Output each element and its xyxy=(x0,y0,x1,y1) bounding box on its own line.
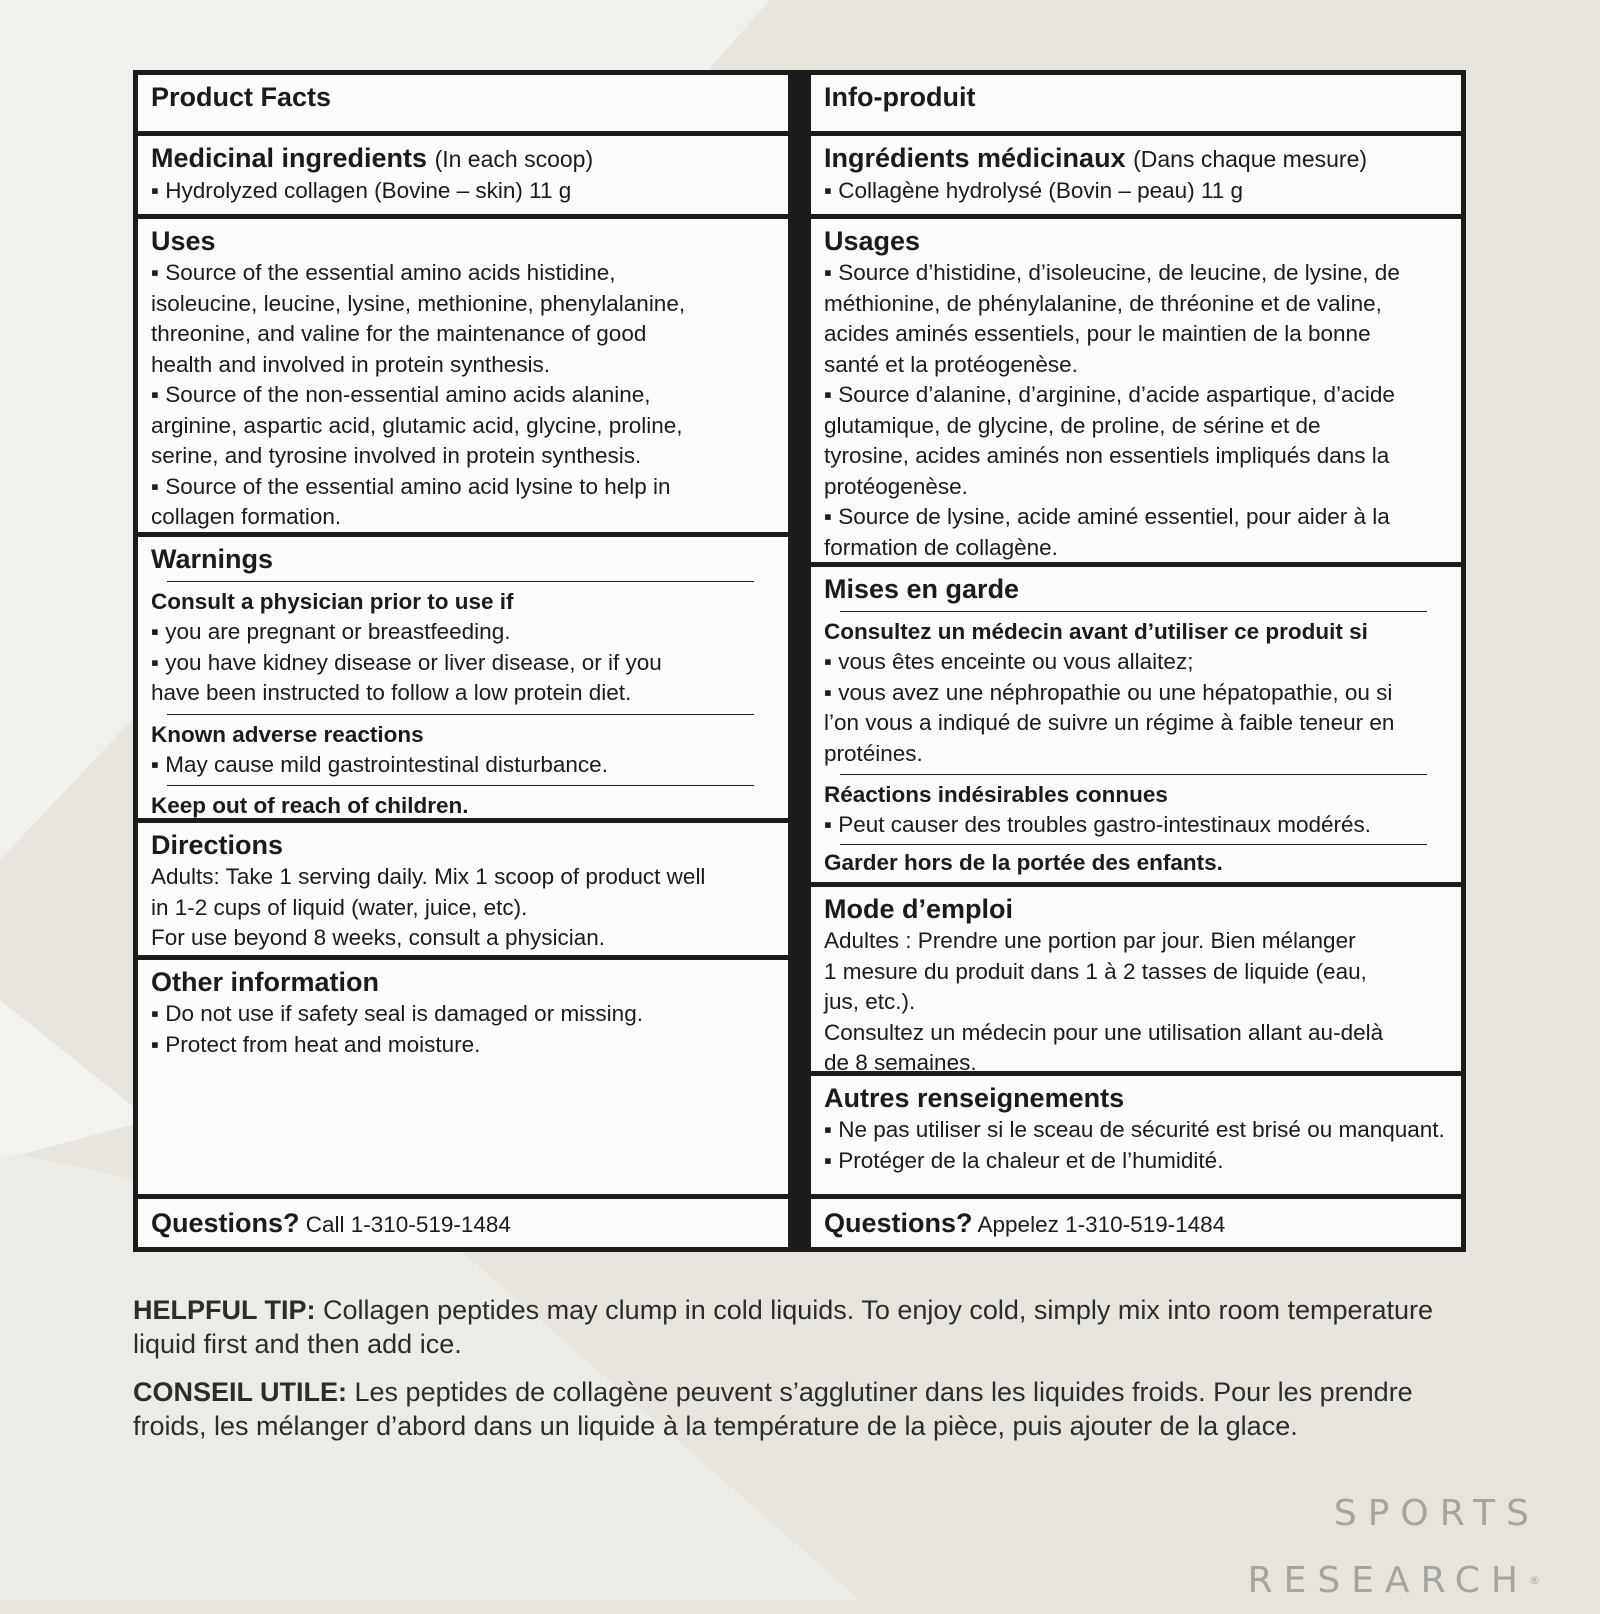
questions-section xyxy=(138,1199,788,1247)
uses-line: protéogenèse. xyxy=(824,473,968,499)
logo-line-1: SPORTS xyxy=(1333,1493,1540,1534)
title-section xyxy=(138,75,788,131)
directions-line: Adultes : Prendre une portion par jour. Bien mélanger xyxy=(824,928,1356,953)
consult-line: protéines. xyxy=(824,740,923,766)
other-line: ▪ Protect from heat and moisture. xyxy=(151,1031,481,1057)
uses-line: arginine, aspartic acid, glutamic acid, glycine, proline, xyxy=(151,412,683,438)
tips-block xyxy=(133,1293,1463,1457)
medicinal-item: ▪ Collagène hydrolysé (Bovin – peau) 11 g xyxy=(824,178,1244,203)
uses-line: ▪ Source de lysine, acide aminé essentiel, pour aider à la xyxy=(824,504,1390,529)
uses-line: glutamique, de glycine, de proline, de sérine et de xyxy=(824,412,1321,438)
adverse-line: ▪ Peut causer des troubles gastro-intestinaux modérés. xyxy=(824,812,1372,837)
consult-line: have been instructed to follow a low protein diet. xyxy=(151,680,632,705)
uses-line: threonine, and valine for the maintenance of good xyxy=(151,321,647,346)
product-facts-panel xyxy=(133,70,1466,1252)
directions-line: in 1-2 cups of liquid (water, juice, etc). xyxy=(151,894,528,920)
warnings-section xyxy=(138,537,788,818)
medicinal-item: ▪ Hydrolyzed collagen (Bovine – skin) 11 g xyxy=(151,178,572,203)
directions-heading: Directions xyxy=(151,830,284,860)
helpful-tip-label: HELPFUL TIP: xyxy=(133,1295,316,1325)
directions-line: Adults: Take 1 serving daily. Mix 1 scoop of product well xyxy=(151,864,706,889)
french-column xyxy=(811,75,1461,1247)
adverse-heading: Known adverse reactions xyxy=(151,721,424,747)
divider xyxy=(840,774,1427,775)
helpful-tip-text: Collagen peptides may clump in cold liquids. To enjoy cold, simply mix into room temperature liquid first and then add ice. xyxy=(133,1295,1434,1359)
uses-line: tyrosine, acides aminés non essentiels impliqués dans la xyxy=(824,443,1390,468)
directions-heading: Mode d’emploi xyxy=(824,894,1013,924)
questions-label: Questions? xyxy=(151,1208,300,1238)
helpful-tip xyxy=(133,1293,1463,1361)
logo-line-2: RESEARCH xyxy=(1247,1560,1529,1601)
other-line: ▪ Protéger de la chaleur et de l’humidité. xyxy=(824,1147,1224,1173)
divider xyxy=(840,844,1427,845)
keep-out-notice: Garder hors de la portée des enfants. xyxy=(824,849,1223,875)
warnings-section xyxy=(811,567,1461,882)
uses-section xyxy=(811,219,1461,562)
title-section xyxy=(811,75,1461,131)
directions-section xyxy=(138,823,788,955)
brand-logo xyxy=(1248,1480,1540,1614)
page-title-fr: Info-produit xyxy=(824,82,976,112)
uses-line: ▪ Source of the non-essential amino acids alanine, xyxy=(151,382,651,407)
questions-phone: Call 1-310-519-1484 xyxy=(299,1212,511,1237)
divider xyxy=(167,785,754,786)
uses-section xyxy=(138,219,788,532)
conseil-utile-text: Les peptides de collagène peuvent s’agglutiner dans les liquides froids. Pour les prendre froids, les mélanger d’abord dans un liquide à la température de la pièce, puis ajouter de la glace. xyxy=(133,1377,1413,1441)
questions-label: Questions? xyxy=(824,1208,973,1238)
uses-line: ▪ Source d’alanine, d’arginine, d’acide aspartique, d’acide xyxy=(824,382,1395,407)
other-line: ▪ Ne pas utiliser si le sceau de sécurité est brisé ou manquant. xyxy=(824,1117,1445,1142)
uses-line: health and involved in protein synthesis. xyxy=(151,351,551,377)
consult-heading: Consult a physician prior to use if xyxy=(151,589,514,614)
adverse-line: ▪ May cause mild gastrointestinal disturbance. xyxy=(151,751,608,777)
directions-line: jus, etc.). xyxy=(824,989,916,1014)
uses-line: formation de collagène. xyxy=(824,534,1058,560)
directions-line: de 8 semaines. xyxy=(824,1050,977,1071)
uses-line: collagen formation. xyxy=(151,504,342,529)
medicinal-heading: Ingrédients médicinaux xyxy=(824,143,1126,173)
uses-line: isoleucine, leucine, lysine, methionine, phenylalanine, xyxy=(151,290,686,316)
consult-line: ▪ vous êtes enceinte ou vous allaitez; xyxy=(824,649,1194,674)
directions-line: 1 mesure du produit dans 1 à 2 tasses de liquide (eau, xyxy=(824,958,1367,984)
uses-line: serine, and tyrosine involved in protein synthesis. xyxy=(151,443,642,468)
questions-phone: Appelez 1-310-519-1484 xyxy=(972,1212,1226,1237)
consult-line: ▪ you are pregnant or breastfeeding. xyxy=(151,619,511,644)
medicinal-section xyxy=(811,136,1461,214)
uses-heading: Uses xyxy=(151,226,216,256)
directions-section xyxy=(811,887,1461,1071)
uses-line: santé et la protéogenèse. xyxy=(824,351,1078,377)
consult-line: ▪ you have kidney disease or liver disease, or if you xyxy=(151,649,662,675)
questions-section xyxy=(811,1199,1461,1247)
other-info-section xyxy=(811,1076,1461,1194)
consult-line: l’on vous a indiqué de suivre un régime à faible teneur en xyxy=(824,710,1395,735)
english-column xyxy=(138,75,788,1247)
medicinal-section xyxy=(138,136,788,214)
uses-line: ▪ Source of the essential amino acids histidine, xyxy=(151,260,616,285)
keep-out-notice: Keep out of reach of children. xyxy=(151,793,469,818)
medicinal-paren: (Dans chaque mesure) xyxy=(1133,146,1368,172)
registered-mark: ® xyxy=(1529,1574,1540,1587)
conseil-utile xyxy=(133,1375,1463,1443)
other-line: ▪ Do not use if safety seal is damaged or missing. xyxy=(151,1001,643,1026)
adverse-heading: Réactions indésirables connues xyxy=(824,782,1168,807)
uses-line: ▪ Source of the essential amino acid lysine to help in xyxy=(151,473,671,499)
uses-line: méthionine, de phénylalanine, de thréonine et de valine, xyxy=(824,290,1382,316)
other-heading: Autres renseignements xyxy=(824,1083,1125,1113)
warnings-heading: Warnings xyxy=(151,544,274,574)
directions-line: For use beyond 8 weeks, consult a physician. xyxy=(151,925,605,950)
uses-heading: Usages xyxy=(824,226,921,256)
medicinal-heading: Medicinal ingredients xyxy=(151,143,428,173)
divider xyxy=(840,611,1427,612)
page-title: Product Facts xyxy=(151,82,332,112)
other-heading: Other information xyxy=(151,967,379,997)
divider xyxy=(167,714,754,715)
divider xyxy=(167,581,754,582)
consult-heading: Consultez un médecin avant d’utiliser ce produit si xyxy=(824,619,1368,644)
medicinal-paren: (In each scoop) xyxy=(434,146,594,172)
directions-line: Consultez un médecin pour une utilisation allant au-delà xyxy=(824,1019,1384,1045)
other-info-section xyxy=(138,960,788,1194)
conseil-utile-label: CONSEIL UTILE: xyxy=(133,1377,348,1407)
consult-line: ▪ vous avez une néphropathie ou une hépatopathie, ou si xyxy=(824,679,1393,705)
uses-line: acides aminés essentiels, pour le maintien de la bonne xyxy=(824,321,1371,346)
uses-line: ▪ Source d’histidine, d’isoleucine, de leucine, de lysine, de xyxy=(824,260,1400,285)
warnings-heading: Mises en garde xyxy=(824,574,1020,604)
